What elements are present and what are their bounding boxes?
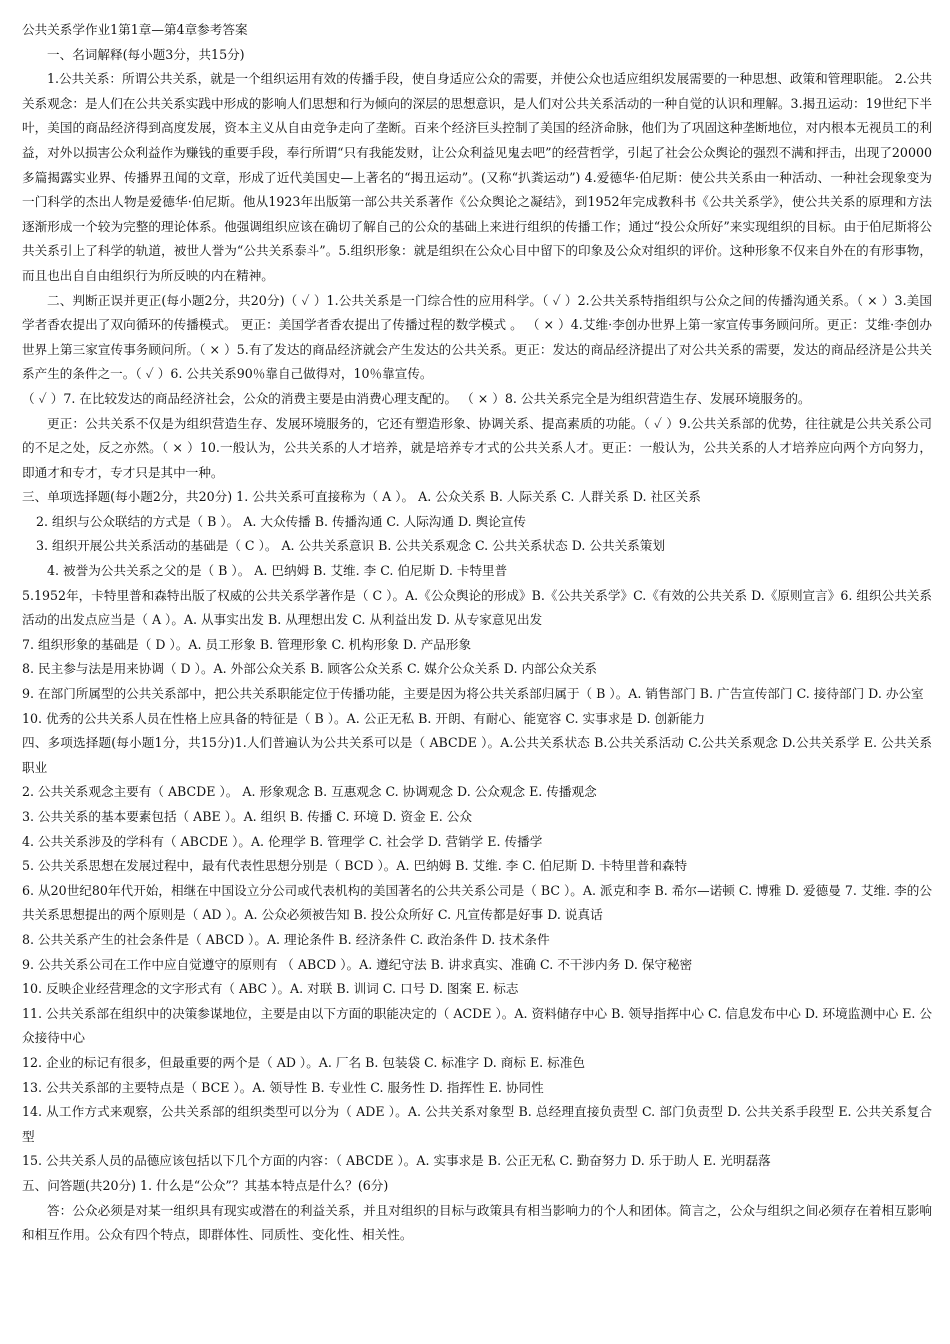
paragraph: 更正：公共关系不仅是为组织营造生存、发展环境服务的，它还有塑造形象、协调关系、提高素质的功能。（ ✓ ）9.公共关系部的优势，往往就是公共关系公司的不足之处，反之亦然。（ × ）10.一般认为，公共关系的人才培养，就是培养专才式的公共关系人才。更正：一般认为，公共关系的人才培养应向两个方向努力，即通才和专才，专才只是其中一种。 [22,415,932,480]
section-heading-5: 五、问答题(共20分) 1. 什么是“公众”？其基本特点是什么？(6分) [22,1177,389,1193]
section-heading-1: 一、名词解释(每小题3分，共15分) [47,46,245,62]
paragraph: （ ✓ ）7. 在比较发达的商品经济社会，公众的消费主要是由消费心理支配的。 （ × ）8. 公共关系完全是为组织营造生存、发展环境服务的。 [22,390,811,406]
list-item: 7. 组织形象的基础是（ D ）。A. 员工形象 B. 管理形象 C. 机构形象 D. 产品形象 [22,636,472,652]
list-item: 11. 公共关系部在组织中的决策参谋地位，主要是由以下方面的职能决定的（ ACDE ）。A. 资料储存中心 B. 领导指挥中心 C. 信息发布中心 D. 环境监测中心 E. 公众接待中心 [22,1005,932,1046]
list-item: 2. 组织与公众联结的方式是（ B ）。 A. 大众传播 B. 传播沟通 C. 人际沟通 D. 舆论宣传 [36,513,527,529]
list-item: 9. 公共关系公司在工作中应自觉遵守的原则有 （ ABCD ）。A. 遵纪守法 B. 讲求真实、准确 C. 不干涉内务 D. 保守秘密 [22,956,693,972]
section-heading-4: 四、多项选择题(每小题1分，共15分)1.人们普遍认为公共关系可以是（ ABCDE ）。A.公共关系状态 B.公共关系活动 C.公共关系观念 D.公共关系学 E. 公共关系职业 [22,735,932,775]
list-item: 13. 公共关系部的主要特点是（ BCE ）。A. 领导性 B. 专业性 C. 服务性 D. 指挥性 E. 协同性 [22,1079,544,1095]
section-heading-2: 二、判断正误并更正(每小题2分，共20分)（ ✓ ）1.公共关系是一门综合性的应用科学。（ ✓ ）2.公共关系特指组织与公众之间的传播沟通关系。（ × ）3.美国学者香农提出了双向循环的传播模式。 更正：美国学者香农提出了传播过程的数学模式 。 （ × ）4.艾维·李创办世界上第一家宣传事务顾问所。更正：艾维·李创办世界上第三家宣传事务顾问所。（ × ）5.有了发达的商品经济就会产生发达的公共关系。更正：发达的商品经济提出了对公共关系的需要，发达的商品经济是公共关系产生的条件之一。（ ✓ ）6. 公共关系90％靠自己做得对，10％靠宣传。 [22,292,932,382]
list-item: 6. 从20世纪80年代开始，相继在中国设立分公司或代表机构的美国著名的公共关系公司是（ BC ）。A. 派克和李 B. 希尔—诺顿 C. 博雅 D. 爱德曼 7. 艾维. 李的公共关系思想提出的两个原则是（ AD ）。A. 公众必须被告知 B. 投公众所好 C. 凡宣传都是好事 D. 说真话 [22,882,932,923]
document-title: 公共关系学作业1第1章—第4章参考答案 [22,22,248,37]
answer-paragraph: 答：公众必须是对某一组织具有现实或潜在的利益关系，并且对组织的目标与政策具有相当影响力的个人和团体。简言之，公众与组织之间必须存在着相互影响和相互作用。公众有四个特点，即群体性、同质性、变化性、相关性。 [22,1202,932,1243]
list-item: 10. 反映企业经营理念的文字形式有（ ABC ）。A. 对联 B. 训词 C. 口号 D. 图案 E. 标志 [22,981,519,997]
list-item: 8. 民主参与法是用来协调（ D ）。A. 外部公众关系 B. 顾客公众关系 C. 媒介公众关系 D. 内部公众关系 [22,661,598,677]
list-item: 15. 公共关系人员的品德应该包括以下几个方面的内容：（ ABCDE ）。A. 实事求是 B. 公正无私 C. 勤奋努力 D. 乐于助人 E. 光明磊落 [22,1153,771,1169]
list-item: 4. 被誉为公共关系之父的是（ B ）。 A. 巴纳姆 B. 艾维. 李 C. 伯尼斯 D. 卡特里普 [47,563,508,579]
list-item: 5. 公共关系思想在发展过程中，最有代表性思想分别是（ BCD ）。A. 巴纳姆 B. 艾维. 李 C. 伯尼斯 D. 卡特里普和森特 [22,858,688,874]
paragraph: 1.公共关系：所谓公共关系，就是一个组织运用有效的传播手段，使自身适应公众的需要，并使公众也适应组织发展需要的一种思想、政策和管理职能。 2.公共关系观念：是人们在公共关系实践中形成的影响人们思想和行为倾向的深层的思想意识，是人们对公共关系活动的一种自觉的认识和理解。3.揭丑运动：19世纪下半叶，美国的商品经济得到高度发展，资本主义从自由竞争走向了垄断。百来个经济巨头控制了美国的经济命脉，他们为了巩固这种垄断地位，对内根本无视员工的利益，对外以损害公众利益作为赚钱的重要手段，奉行所谓“只有我能发财，让公众利益见鬼去吧”的经营哲学，引起了社会公众舆论的强烈不满和抨击，出现了20000多篇揭露实业界、传播界丑闻的文章，形成了近代美国史—上著名的“揭丑运动”。(又称“扒粪运动”) 4.爱德华·伯尼斯：使公共关系由一种活动、一种社会现象变为一门科学的杰出人物是爱德华·伯尼斯。他从1923年出版第一部公共关系著作《公众舆论之凝结》，到1952年完成教科书《公共关系学》，使公共关系的原理和方法逐渐形成一个较为完整的理论体系。他强调组织应该在确切了解自己的公众的基础上来进行组织的传播工作；通过“投公众所好”来实现组织的目标。由于伯尼斯将公共关系引上了科学的轨道，被世人誉为“公共关系泰斗”。5.组织形象：就是组织在公众心目中留下的印象及公众对组织的评价。这种形象不仅来自外在的有形事物，而且也出自自由组织行为所反映的内在精神。 [22,71,932,283]
list-item: 5.1952年，卡特里普和森特出版了权威的公共关系学著作是（ C ）。A.《公众舆论的形成》B.《公共关系学》C.《有效的公共关系 D.《原则宣言》6. 组织公共关系活动的出发点应当是（ A ）。A. 从事实出发 B. 从理想出发 C. 从利益出发 D. 从专家意见出发 [22,587,932,628]
list-item: 3. 公共关系的基本要素包括（ ABE ）。A. 组织 B. 传播 C. 环境 D. 资金 E. 公众 [22,809,472,824]
list-item: 8. 公共关系产生的社会条件是（ ABCD ）。A. 理论条件 B. 经济条件 C. 政治条件 D. 技术条件 [22,931,550,947]
list-item: 14. 从工作方式来观察，公共关系部的组织类型可以分为（ ADE ）。A. 公共关系对象型 B. 总经理直接负责型 C. 部门负责型 D. 公共关系手段型 E. 公共关系复合型 [22,1104,932,1144]
list-item: 10. 优秀的公共关系人员在性格上应具备的特征是（ B ）。A. 公正无私 B. 开朗、有耐心、能宽容 C. 实事求是 D. 创新能力 [22,710,705,726]
list-item: 9. 在部门所属型的公共关系部中，把公共关系职能定位于传播功能，主要是因为将公共关系部归属于（ B ）。A. 销售部门 B. 广告宣传部门 C. 接待部门 D. 办公室 [22,686,924,702]
list-item: 3. 组织开展公共关系活动的基础是（ C ）。 A. 公共关系意识 B. 公共关系观念 C. 公共关系状态 D. 公共关系策划 [36,538,665,554]
list-item: 4. 公共关系涉及的学科有（ ABCDE ）。A. 伦理学 B. 管理学 C. 社会学 D. 营销学 E. 传播学 [22,833,543,849]
section-heading-3: 三、单项选择题(每小题2分，共20分) 1. 公共关系可直接称为（ A ）。 A. 公众关系 B. 人际关系 C. 人群关系 D. 社区关系 [22,489,701,505]
list-item: 2. 公共关系观念主要有（ ABCDE ）。 A. 形象观念 B. 互惠观念 C. 协调观念 D. 公众观念 E. 传播观念 [22,784,597,800]
list-item: 12. 企业的标记有很多，但最重要的两个是（ AD ）。A. 厂名 B. 包装袋 C. 标准字 D. 商标 E. 标准色 [22,1054,585,1070]
